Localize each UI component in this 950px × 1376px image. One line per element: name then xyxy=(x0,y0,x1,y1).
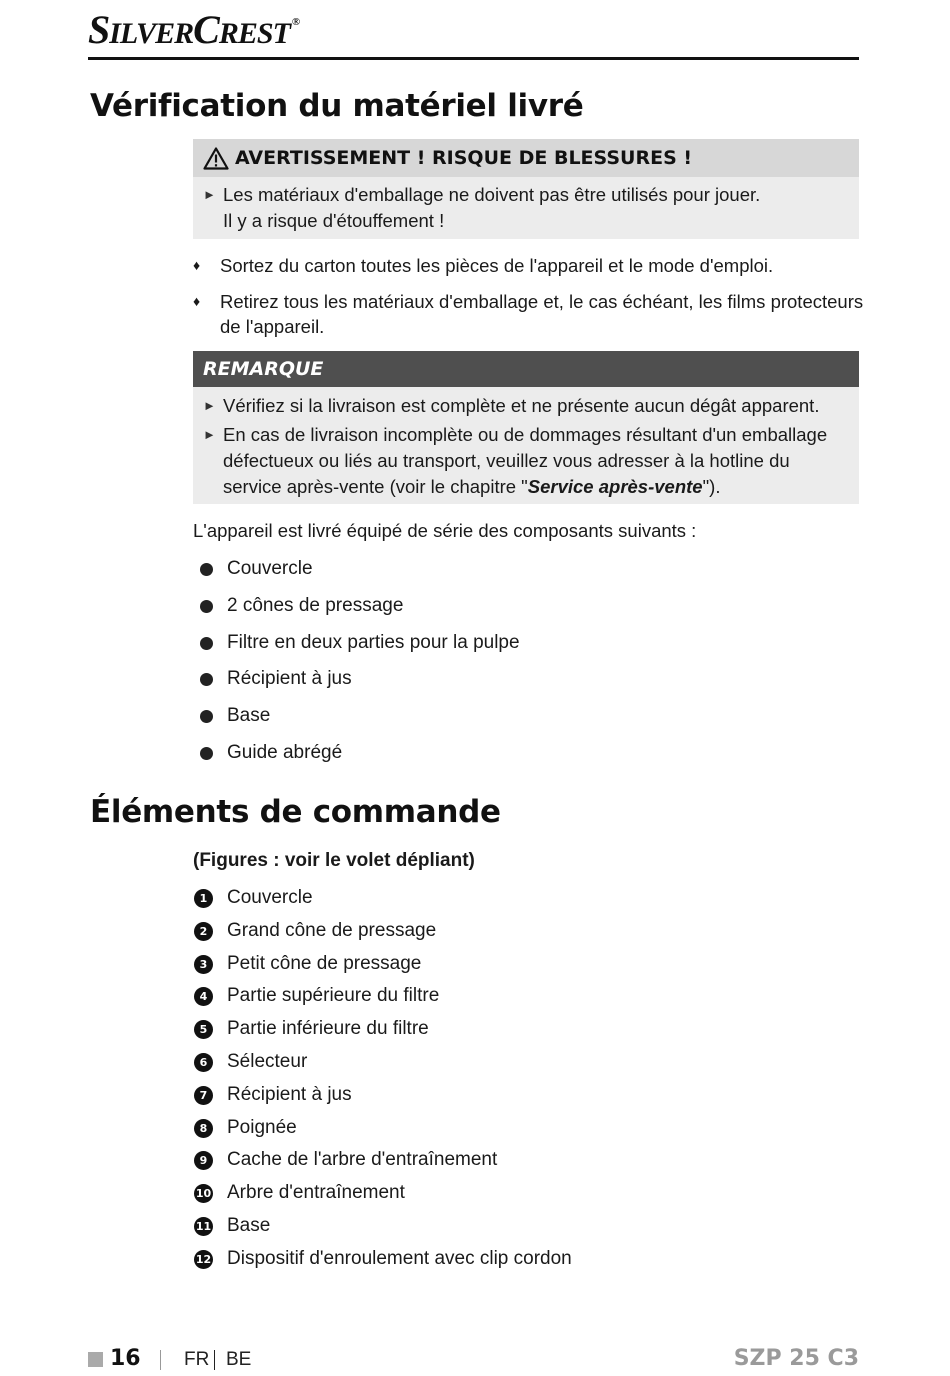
component-item: 2 cônes de pressage xyxy=(200,595,403,617)
component-item: Filtre en deux parties pour la pulpe xyxy=(200,632,520,654)
note-box xyxy=(193,351,859,504)
step-item: ♦ Sortez du carton toutes les pièces de l'appareil et le mode d'emploi. xyxy=(193,252,773,279)
number-badge: 5 xyxy=(194,1020,213,1039)
control-item: 4 Partie supérieure du filtre xyxy=(194,985,439,1007)
round-bullet-icon xyxy=(200,673,213,686)
service-chapter-reference: Service après-vente xyxy=(527,476,703,497)
control-item: 10 Arbre d'entraînement xyxy=(195,1182,405,1203)
triangle-arrow-right-icon: ► xyxy=(203,187,216,202)
footer-divider xyxy=(214,1350,215,1370)
component-item: Base xyxy=(200,705,270,727)
note-header: REMARQUE xyxy=(193,351,859,387)
section-title-controls: Éléments de commande xyxy=(90,794,501,830)
component-item: Couvercle xyxy=(200,558,313,580)
warning-triangle-icon xyxy=(203,147,229,170)
page-number: 16 xyxy=(110,1346,141,1371)
number-badge: 1 xyxy=(194,889,213,908)
note-item-2: ► En cas de livraison incomplète ou de dommages résultant d'un emballage xyxy=(203,422,827,448)
component-item: Guide abrégé xyxy=(200,742,342,764)
page-footer xyxy=(0,1346,950,1376)
round-bullet-icon xyxy=(200,600,213,613)
figures-note: (Figures : voir le volet dépliant) xyxy=(193,850,475,871)
note-item-2-line-2: défectueux ou liés au transport, veuillez vous adresser à la hotline du xyxy=(223,450,790,471)
control-item: 2 Grand cône de pressage xyxy=(194,920,436,942)
warning-line-2: Il y a risque d'étouffement ! xyxy=(223,210,445,231)
control-item: 9 Cache de l'arbre d'entraînement xyxy=(194,1149,497,1171)
round-bullet-icon xyxy=(200,563,213,576)
step-item: ♦ Retirez tous les matériaux d'emballage et, le cas échéant, les films protecteurs xyxy=(193,288,863,315)
number-badge: 6 xyxy=(194,1053,213,1072)
triangle-arrow-right-icon: ► xyxy=(203,398,216,413)
round-bullet-icon xyxy=(200,710,213,723)
footer-language: FR xyxy=(184,1349,210,1370)
note-item-1: ► Vérifiez si la livraison est complète et ne présente aucun dégât apparent. xyxy=(203,393,819,419)
footer-square-marker xyxy=(88,1352,103,1367)
control-item: 3 Petit cône de pressage xyxy=(194,953,421,975)
diamond-bullet-icon: ♦ xyxy=(193,257,201,273)
control-item: 11 Base xyxy=(195,1215,271,1236)
round-bullet-icon xyxy=(200,637,213,650)
model-number: SZP 25 C3 xyxy=(733,1346,859,1371)
number-badge: 2 xyxy=(194,922,213,941)
warning-line-1: ► Les matériaux d'emballage ne doivent pas être utilisés pour jouer. xyxy=(203,182,760,208)
control-item: 7 Récipient à jus xyxy=(194,1084,352,1106)
number-badge: 7 xyxy=(194,1086,213,1105)
control-item: 6 Sélecteur xyxy=(194,1051,307,1073)
control-item: 12 Dispositif d'enroulement avec clip cordon xyxy=(195,1248,572,1269)
brand-logo: SILVERCREST ® xyxy=(88,7,300,52)
number-badge: 12 xyxy=(194,1250,213,1269)
warning-header xyxy=(193,139,859,177)
number-badge: 3 xyxy=(194,955,213,974)
header-rule xyxy=(88,57,859,60)
footer-divider xyxy=(160,1350,161,1370)
warning-title: AVERTISSEMENT ! RISQUE DE BLESSURES ! xyxy=(235,147,693,169)
note-item-2-line-3: service après-vente (voir le chapitre "Service après-vente"). xyxy=(223,476,721,497)
control-item: 1 Couvercle xyxy=(194,887,313,909)
number-badge: 10 xyxy=(194,1184,213,1203)
number-badge: 9 xyxy=(194,1151,213,1170)
diamond-bullet-icon: ♦ xyxy=(193,293,201,309)
number-badge: 11 xyxy=(194,1217,213,1236)
number-badge: 4 xyxy=(194,987,213,1006)
section-title-verification: Vérification du matériel livré xyxy=(90,88,584,124)
control-item: 8 Poignée xyxy=(194,1117,297,1139)
number-badge: 8 xyxy=(194,1119,213,1138)
round-bullet-icon xyxy=(200,747,213,760)
component-item: Récipient à jus xyxy=(200,668,352,690)
step-item-continuation: de l'appareil. xyxy=(220,316,325,337)
footer-region: BE xyxy=(226,1349,252,1370)
warning-box xyxy=(193,139,859,239)
components-intro: L'appareil est livré équipé de série des composants suivants : xyxy=(193,520,697,541)
triangle-arrow-right-icon: ► xyxy=(203,427,216,442)
control-item: 5 Partie inférieure du filtre xyxy=(194,1018,429,1040)
